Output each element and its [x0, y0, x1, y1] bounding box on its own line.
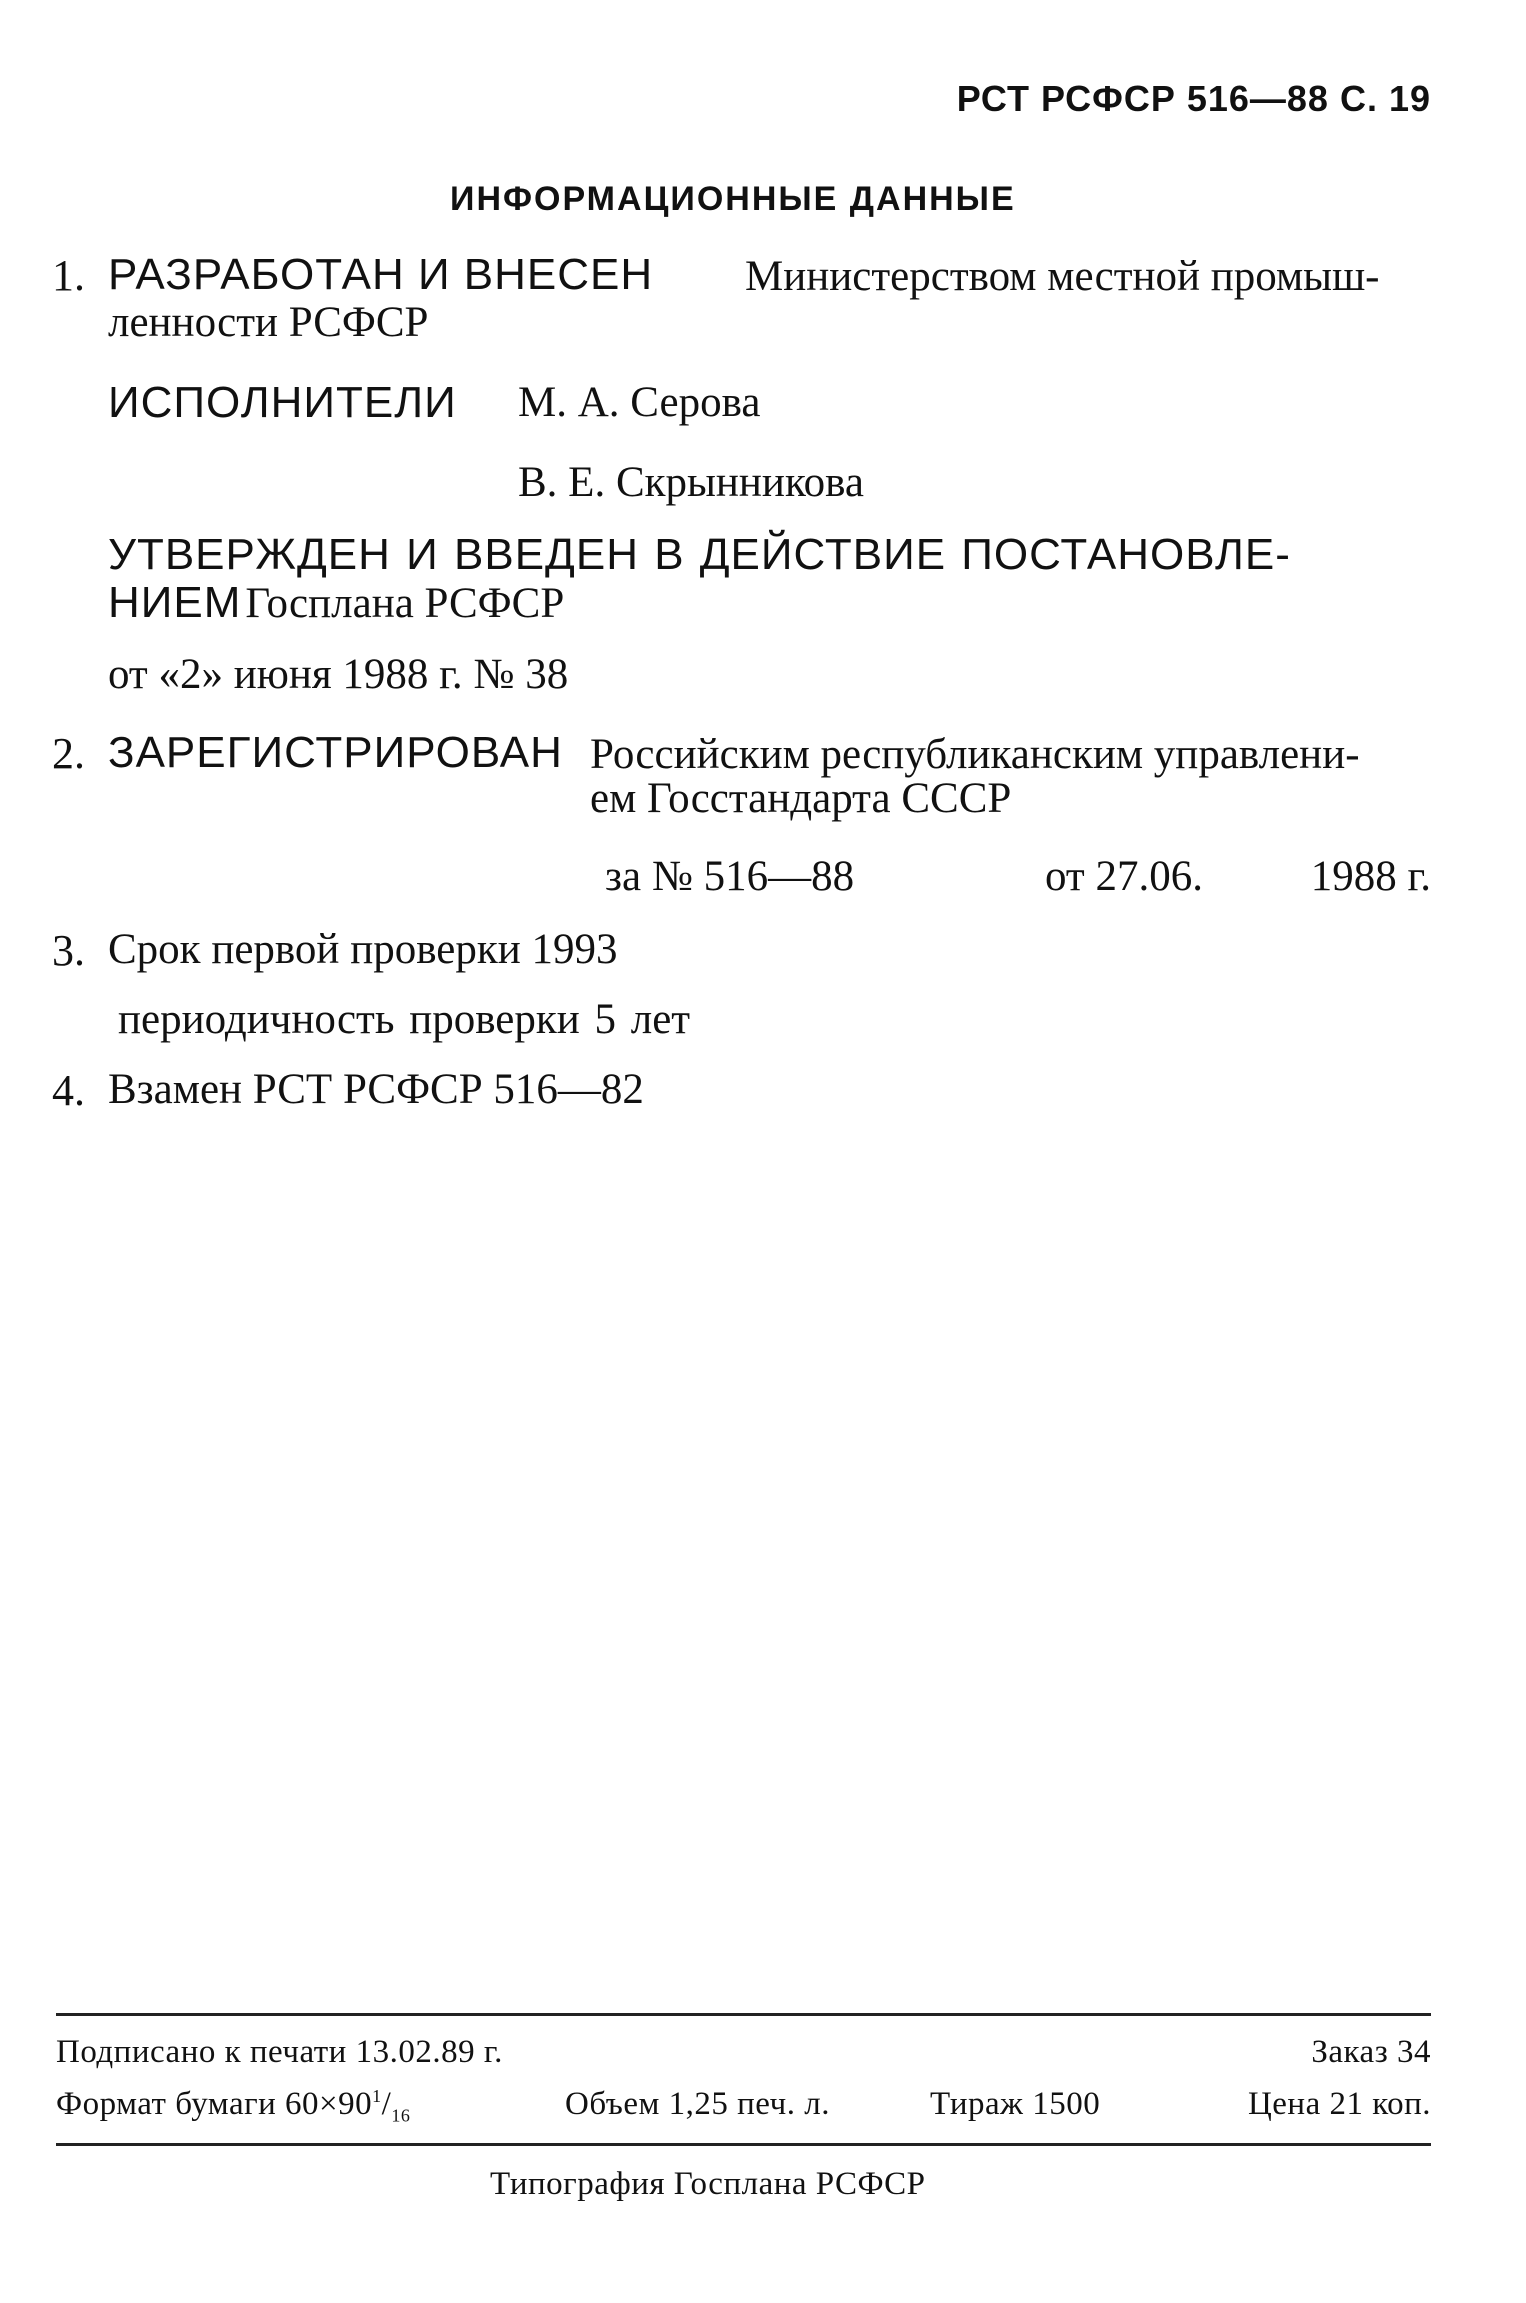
footer-printer: Типография Госплана РСФСР — [490, 2166, 926, 2202]
item-4-text: Взамен РСТ РСФСР 516—82 — [108, 1066, 644, 1113]
footer-format-sup: 1 — [372, 2086, 382, 2106]
footer-price: Цена 21 коп. — [1247, 2086, 1431, 2122]
approved-line1: УТВЕРЖДЕН И ВВЕДЕН В ДЕЙСТВИЕ ПОСТАНОВЛЕ- — [108, 530, 1291, 579]
item-1-caps: РАЗРАБОТАН И ВНЕСЕН — [108, 250, 654, 299]
item-1-number: 1. — [52, 251, 85, 300]
executor-2: В. Е. Скрынникова — [518, 459, 864, 506]
executor-1: М. А. Серова — [518, 379, 761, 426]
footer-signed: Подписано к печати 13.02.89 г. — [56, 2034, 503, 2070]
approved-line2-text: Госплана РСФСР — [245, 580, 565, 627]
approved-date: от «2» июня 1988 г. № 38 — [108, 651, 569, 698]
section-title: ИНФОРМАЦИОННЫЕ ДАННЫЕ — [450, 180, 1016, 218]
footer-format-num: 90 — [338, 2086, 373, 2122]
item-3-text: Срок первой проверки 1993 — [108, 926, 618, 973]
footer-format-slash: / — [381, 2086, 392, 2122]
item-1-text-line2: ленности РСФСР — [108, 299, 429, 346]
item-3-number: 3. — [52, 926, 85, 975]
registration-year: 1988 г. — [1310, 853, 1431, 900]
footer-format — [56, 2086, 410, 2127]
footer-rule-bottom — [56, 2143, 1431, 2146]
item-2-text-line2: ем Госстандарта СССР — [590, 775, 1012, 822]
footer-rule-top — [56, 2013, 1431, 2016]
registration-number: за № 516—88 — [605, 853, 855, 900]
item-2-caps: ЗАРЕГИСТРИРОВАН — [108, 728, 563, 777]
footer-circulation: Тираж 1500 — [930, 2086, 1101, 2122]
footer-format-times: × — [319, 2086, 339, 2122]
approved-line2 — [108, 578, 564, 628]
footer-order: Заказ 34 — [1311, 2034, 1431, 2070]
footer-format-prefix: Формат бумаги 60 — [56, 2086, 320, 2122]
registration-date: от 27.06. — [1045, 853, 1203, 900]
executors-label: ИСПОЛНИТЕЛИ — [108, 378, 457, 427]
footer-format-sub: 16 — [391, 2105, 411, 2126]
item-3-periodicity: периодичность проверки 5 лет — [118, 996, 691, 1043]
item-2-number: 2. — [52, 729, 85, 778]
item-2-text-line1: Российским республиканским управлени- — [590, 731, 1360, 778]
page-header: РСТ РСФСР 516—88 С. 19 — [956, 78, 1431, 119]
item-4-number: 4. — [52, 1066, 85, 1115]
item-1-text-line1: Министерством местной промыш- — [745, 253, 1380, 300]
footer-volume: Объем 1,25 печ. л. — [565, 2086, 830, 2122]
approved-line2-caps: НИЕМ — [108, 578, 242, 627]
